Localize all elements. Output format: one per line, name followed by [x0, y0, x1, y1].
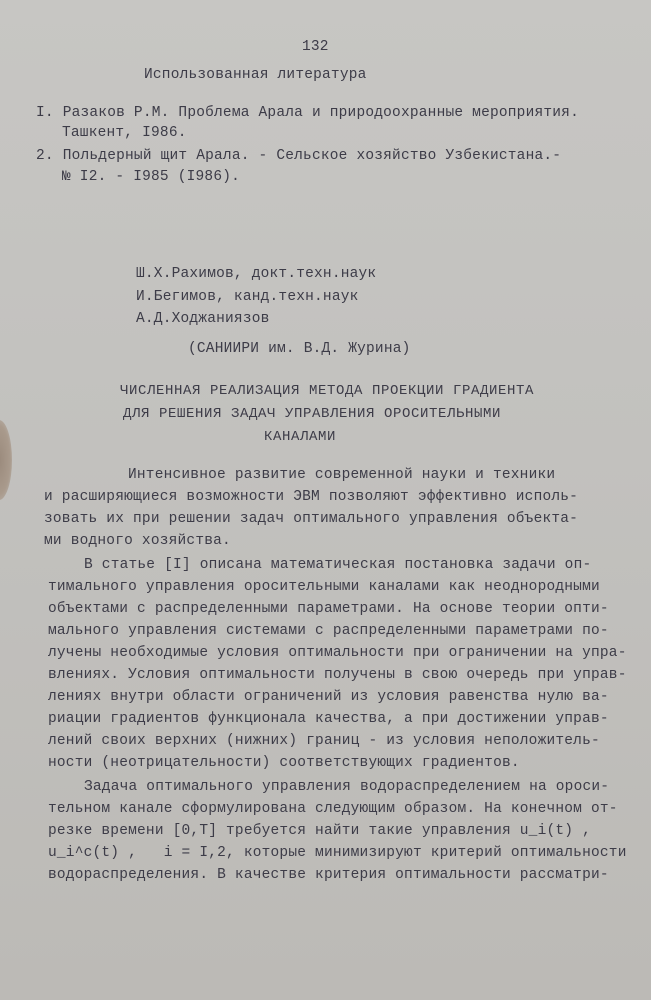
reference-item: № I2. - I985 (I986). [62, 169, 241, 185]
body-text-line: лениях внутри области ограничений из условия равенства нулю ва- [48, 689, 609, 705]
article-title-line: КАНАЛАМИ [264, 429, 337, 445]
body-text-line: резке времени [0,T] требуется найти такие управления u_i(t) , [48, 823, 591, 839]
body-text-line: ности (неотрицательности) соответствующих градиентов. [48, 755, 520, 771]
body-text-line: тимального управления оросительными каналами как неоднородными [48, 579, 600, 595]
body-text-line: мального управления системами с распределенными параметрами по- [48, 623, 609, 639]
references-heading: Использованная литература [144, 67, 367, 83]
author-line: И.Бегимов, канд.техн.наук [136, 289, 359, 305]
finger-shadow [0, 420, 12, 500]
body-text-line: влениях. Условия оптимальности получены в свою очередь при управ- [48, 667, 627, 683]
body-text-line: тельном канале сформулирована следующим образом. На конечном от- [48, 801, 618, 817]
body-text-line: водораспределения. В качестве критерия оптимальности рассматри- [48, 867, 609, 883]
body-text-line: риации градиентов функционала качества, а при достижении управ- [48, 711, 609, 727]
body-text-line: Задача оптимального управления водораспределением на ороси- [84, 779, 610, 795]
article-title-line: ДЛЯ РЕШЕНИЯ ЗАДАЧ УПРАВЛЕНИЯ ОРОСИТЕЛЬНЫМИ [123, 406, 502, 422]
body-text-line: и расширяющиеся возможности ЭВМ позволяют эффективно исполь- [44, 489, 579, 505]
body-text-line: объектами с распределенными параметрами. На основе теории опти- [48, 601, 609, 617]
body-text-line: В статье [I] описана математическая постановка задачи оп- [84, 557, 592, 573]
reference-item: 2. Польдерный щит Арала. - Сельское хозяйство Узбекистана.- [36, 148, 562, 164]
body-text-line: зовать их при решении задач оптимального управления объекта- [44, 511, 579, 527]
body-text-line: лений своих верхних (нижних) границ - из условия неположитель- [48, 733, 600, 749]
page-number: 132 [302, 39, 329, 55]
author-line: А.Д.Ходжаниязов [136, 311, 270, 327]
author-line: Ш.Х.Рахимов, докт.техн.наук [136, 266, 377, 282]
body-text-line: лучены необходимые условия оптимальности при ограничении на упра- [48, 645, 627, 661]
body-text-line: ми водного хозяйства. [44, 533, 231, 549]
article-title-line: ЧИСЛЕННАЯ РЕАЛИЗАЦИЯ МЕТОДА ПРОЕКЦИИ ГРАДИЕНТА [120, 383, 535, 399]
reference-item: Ташкент, I986. [62, 125, 187, 141]
body-text-line: Интенсивное развитие современной науки и техники [128, 467, 556, 483]
affiliation: (САНИИРИ им. В.Д. Журина) [188, 341, 411, 357]
reference-item: I. Разаков Р.М. Проблема Арала и природоохранные мероприятия. [36, 105, 579, 121]
body-text-line: u_i^c(t) , i = I,2, которые минимизируют критерий оптимальности [48, 845, 627, 861]
